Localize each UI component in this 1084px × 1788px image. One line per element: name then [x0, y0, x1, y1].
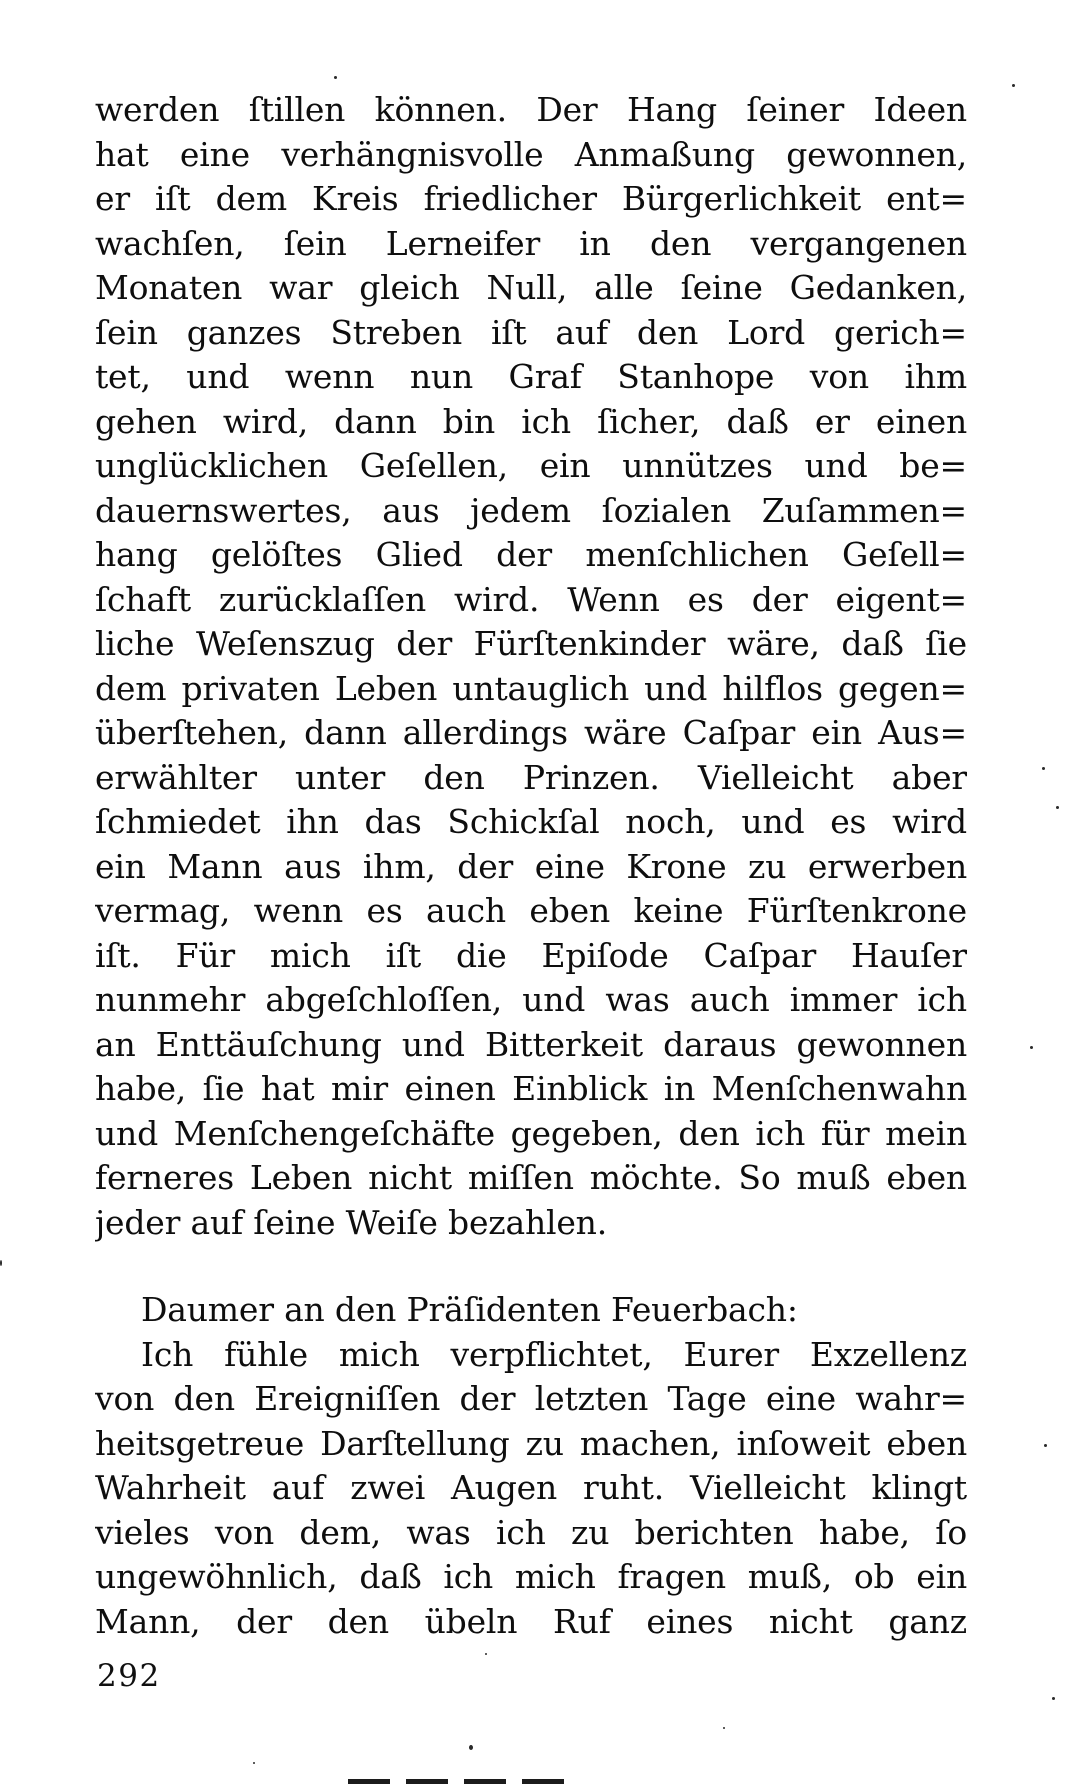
scan-speck — [485, 1653, 487, 1655]
text-line: nunmehr abgeſchloſſen, und was auch immer ich — [95, 980, 967, 1019]
text-line: liche Weſenszug der Fürſtenkinder wäre, daß ſie — [95, 624, 967, 663]
text-line: ferneres Leben nicht miſſen möchte. So muß eben — [95, 1158, 967, 1197]
paragraph-2 — [95, 1333, 967, 1645]
text-line: hat eine verhängnisvolle Anmaßung gewonnen, — [95, 134, 967, 174]
text-line: vermag, wenn es auch eben keine Fürſtenkrone — [95, 891, 967, 930]
scan-speck — [334, 76, 337, 79]
scan-speck — [1052, 1697, 1055, 1700]
page-number: 292 — [97, 1658, 161, 1694]
scan-speck — [1030, 1046, 1033, 1049]
text-line: iſt. Für mich iſt die Epiſode Caſpar Hauſer — [95, 935, 967, 975]
text-line: Ich fühle mich verpflichtet, Eurer Exzellenz — [141, 1334, 967, 1374]
text-block — [95, 88, 967, 1644]
scan-artifact-dashes — [348, 1779, 578, 1784]
text-line: ſchmiedet ihn das Schickſal noch, und es wird — [95, 802, 967, 841]
text-line: unglücklichen Geſellen, ein unnützes und be= — [95, 446, 967, 485]
scan-speck — [1056, 806, 1059, 809]
text-line: dem privaten Leben untauglich und hilflos gegen= — [95, 668, 967, 708]
text-line: ſein ganzes Streben iſt auf den Lord gerich= — [95, 312, 967, 352]
text-line: habe, ſie hat mir einen Einblick in Menſchenwahn — [95, 1069, 967, 1108]
scan-speck — [1012, 84, 1015, 87]
text-line: Monaten war gleich Null, alle ſeine Gedanken, — [95, 268, 967, 307]
text-line: jeder auf ſeine Weiſe bezahlen. — [95, 1202, 608, 1242]
scan-speck — [0, 1260, 2, 1266]
text-line: heitsgetreue Darſtellung zu machen, inſoweit eben — [95, 1423, 967, 1463]
scan-speck — [253, 1762, 255, 1764]
text-line: ungewöhnlich, daß ich mich fragen muß, ob ein — [95, 1557, 967, 1596]
text-line: werden ſtillen können. Der Hang ſeiner Ideen — [95, 90, 967, 129]
text-line: hang gelöſtes Glied der menſchlichen Geſell= — [95, 535, 967, 574]
text-line: erwählter unter den Prinzen. Vielleicht aber — [95, 757, 967, 797]
text-line: wachſen, ſein Lerneifer in den vergangenen — [95, 223, 967, 263]
text-line: tet, und wenn nun Graf Stanhope von ihm — [95, 357, 967, 396]
text-line: an Enttäuſchung und Bitterkeit daraus gewonnen — [95, 1024, 967, 1064]
scan-speck — [1044, 1444, 1047, 1447]
text-line: von den Ereigniſſen der letzten Tage eine wahr= — [95, 1379, 967, 1418]
text-line: dauernswertes, aus jedem ſozialen Zuſammen= — [95, 490, 967, 530]
letter-heading: Daumer an den Präſidenten Feuerbach: — [141, 1290, 798, 1329]
scan-speck — [1042, 767, 1045, 770]
scan-speck — [723, 1727, 725, 1729]
text-line: er iſt dem Kreis friedlicher Bürgerlichkeit ent= — [95, 179, 967, 218]
scan-speck — [469, 1745, 473, 1750]
text-line: Mann, der den übeln Ruf eines nicht ganz — [95, 1601, 967, 1641]
text-line: überſtehen, dann allerdings wäre Caſpar ein Aus= — [95, 713, 967, 752]
text-line: ein Mann aus ihm, der eine Krone zu erwerben — [95, 846, 967, 886]
text-line: Wahrheit auf zwei Augen ruht. Vielleicht klingt — [95, 1468, 967, 1507]
text-line: vieles von dem, was ich zu berichten habe, ſo — [95, 1512, 967, 1552]
paragraph-1 — [95, 88, 967, 1245]
text-line: gehen wird, dann bin ich ſicher, daß er einen — [95, 401, 967, 441]
text-line: ſchaft zurücklaſſen wird. Wenn es der eigent= — [95, 579, 967, 619]
text-line: und Menſchengeſchäfte gegeben, den ich für mein — [95, 1113, 967, 1153]
